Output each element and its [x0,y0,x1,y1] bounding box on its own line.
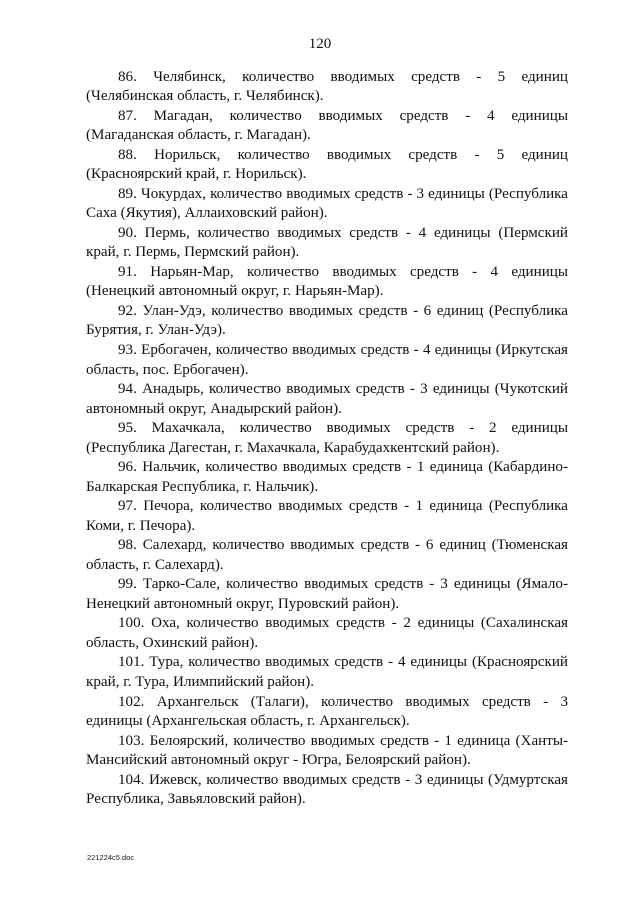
list-item: 103. Белоярский, количество вводимых средств - 1 единица (Ханты-Мансийский автономный округ - Югра, Белоярский район). [86,732,568,768]
page-number: 120 [308,36,332,52]
list-item: 94. Анадырь, количество вводимых средств - 3 единицы (Чукотский автономный округ, Анадырский район). [86,381,568,417]
list-item: 91. Нарьян-Мар, количество вводимых средств - 4 единицы (Ненецкий автономный округ, г. Нарьян-Мар). [86,264,568,300]
list-item: 92. Улан-Удэ, количество вводимых средств - 6 единиц (Республика Бурятия, г. Улан-Удэ). [86,303,568,339]
list-item: 93. Ербогачен, количество вводимых средств - 4 единицы (Иркутская область, пос. Ербогачен). [86,342,568,378]
list-item: 98. Салехард, количество вводимых средств - 6 единиц (Тюменская область, г. Салехард). [86,537,568,573]
list-item: 88. Норильск, количество вводимых средств - 5 единиц (Красноярский край, г. Норильск). [86,147,568,183]
list-item: 100. Оха, количество вводимых средств - 2 единицы (Сахалинская область, Охинский район). [86,615,568,651]
file-name-footer: 221224c5.doc [87,853,135,862]
list-item: 96. Нальчик, количество вводимых средств - 1 единица (Кабардино-Балкарская Республика, г. Нальчик). [86,459,568,495]
document-body [86,68,568,810]
list-item: 104. Ижевск, количество вводимых средств - 3 единицы (Удмуртская Республика, Завьяловский район). [86,771,568,807]
list-item: 87. Магадан, количество вводимых средств - 4 единицы (Магаданская область, г. Магадан). [86,108,568,144]
list-item: 97. Печора, количество вводимых средств - 1 единица (Республика Коми, г. Печора). [86,498,568,534]
list-item: 99. Тарко-Сале, количество вводимых средств - 3 единицы (Ямало-Ненецкий автономный округ, Пуровский район). [86,576,568,612]
list-item: 95. Махачкала, количество вводимых средств - 2 единицы (Республика Дагестан, г. Махачкала, Карабудахкентский район). [86,420,568,456]
list-item: 101. Тура, количество вводимых средств - 4 единицы (Красноярский край, г. Тура, Илимпийский район). [86,654,568,690]
list-item: 90. Пермь, количество вводимых средств - 4 единицы (Пермский край, г. Пермь, Пермский район). [86,225,568,261]
list-item: 86. Челябинск, количество вводимых средств - 5 единиц (Челябинская область, г. Челябинск). [86,69,568,105]
list-item: 102. Архангельск (Талаги), количество вводимых средств - 3 единицы (Архангельская область, г. Архангельск). [86,693,568,729]
list-item: 89. Чокурдах, количество вводимых средств - 3 единицы (Республика Саха (Якутия), Аллаиховский район). [86,186,568,222]
